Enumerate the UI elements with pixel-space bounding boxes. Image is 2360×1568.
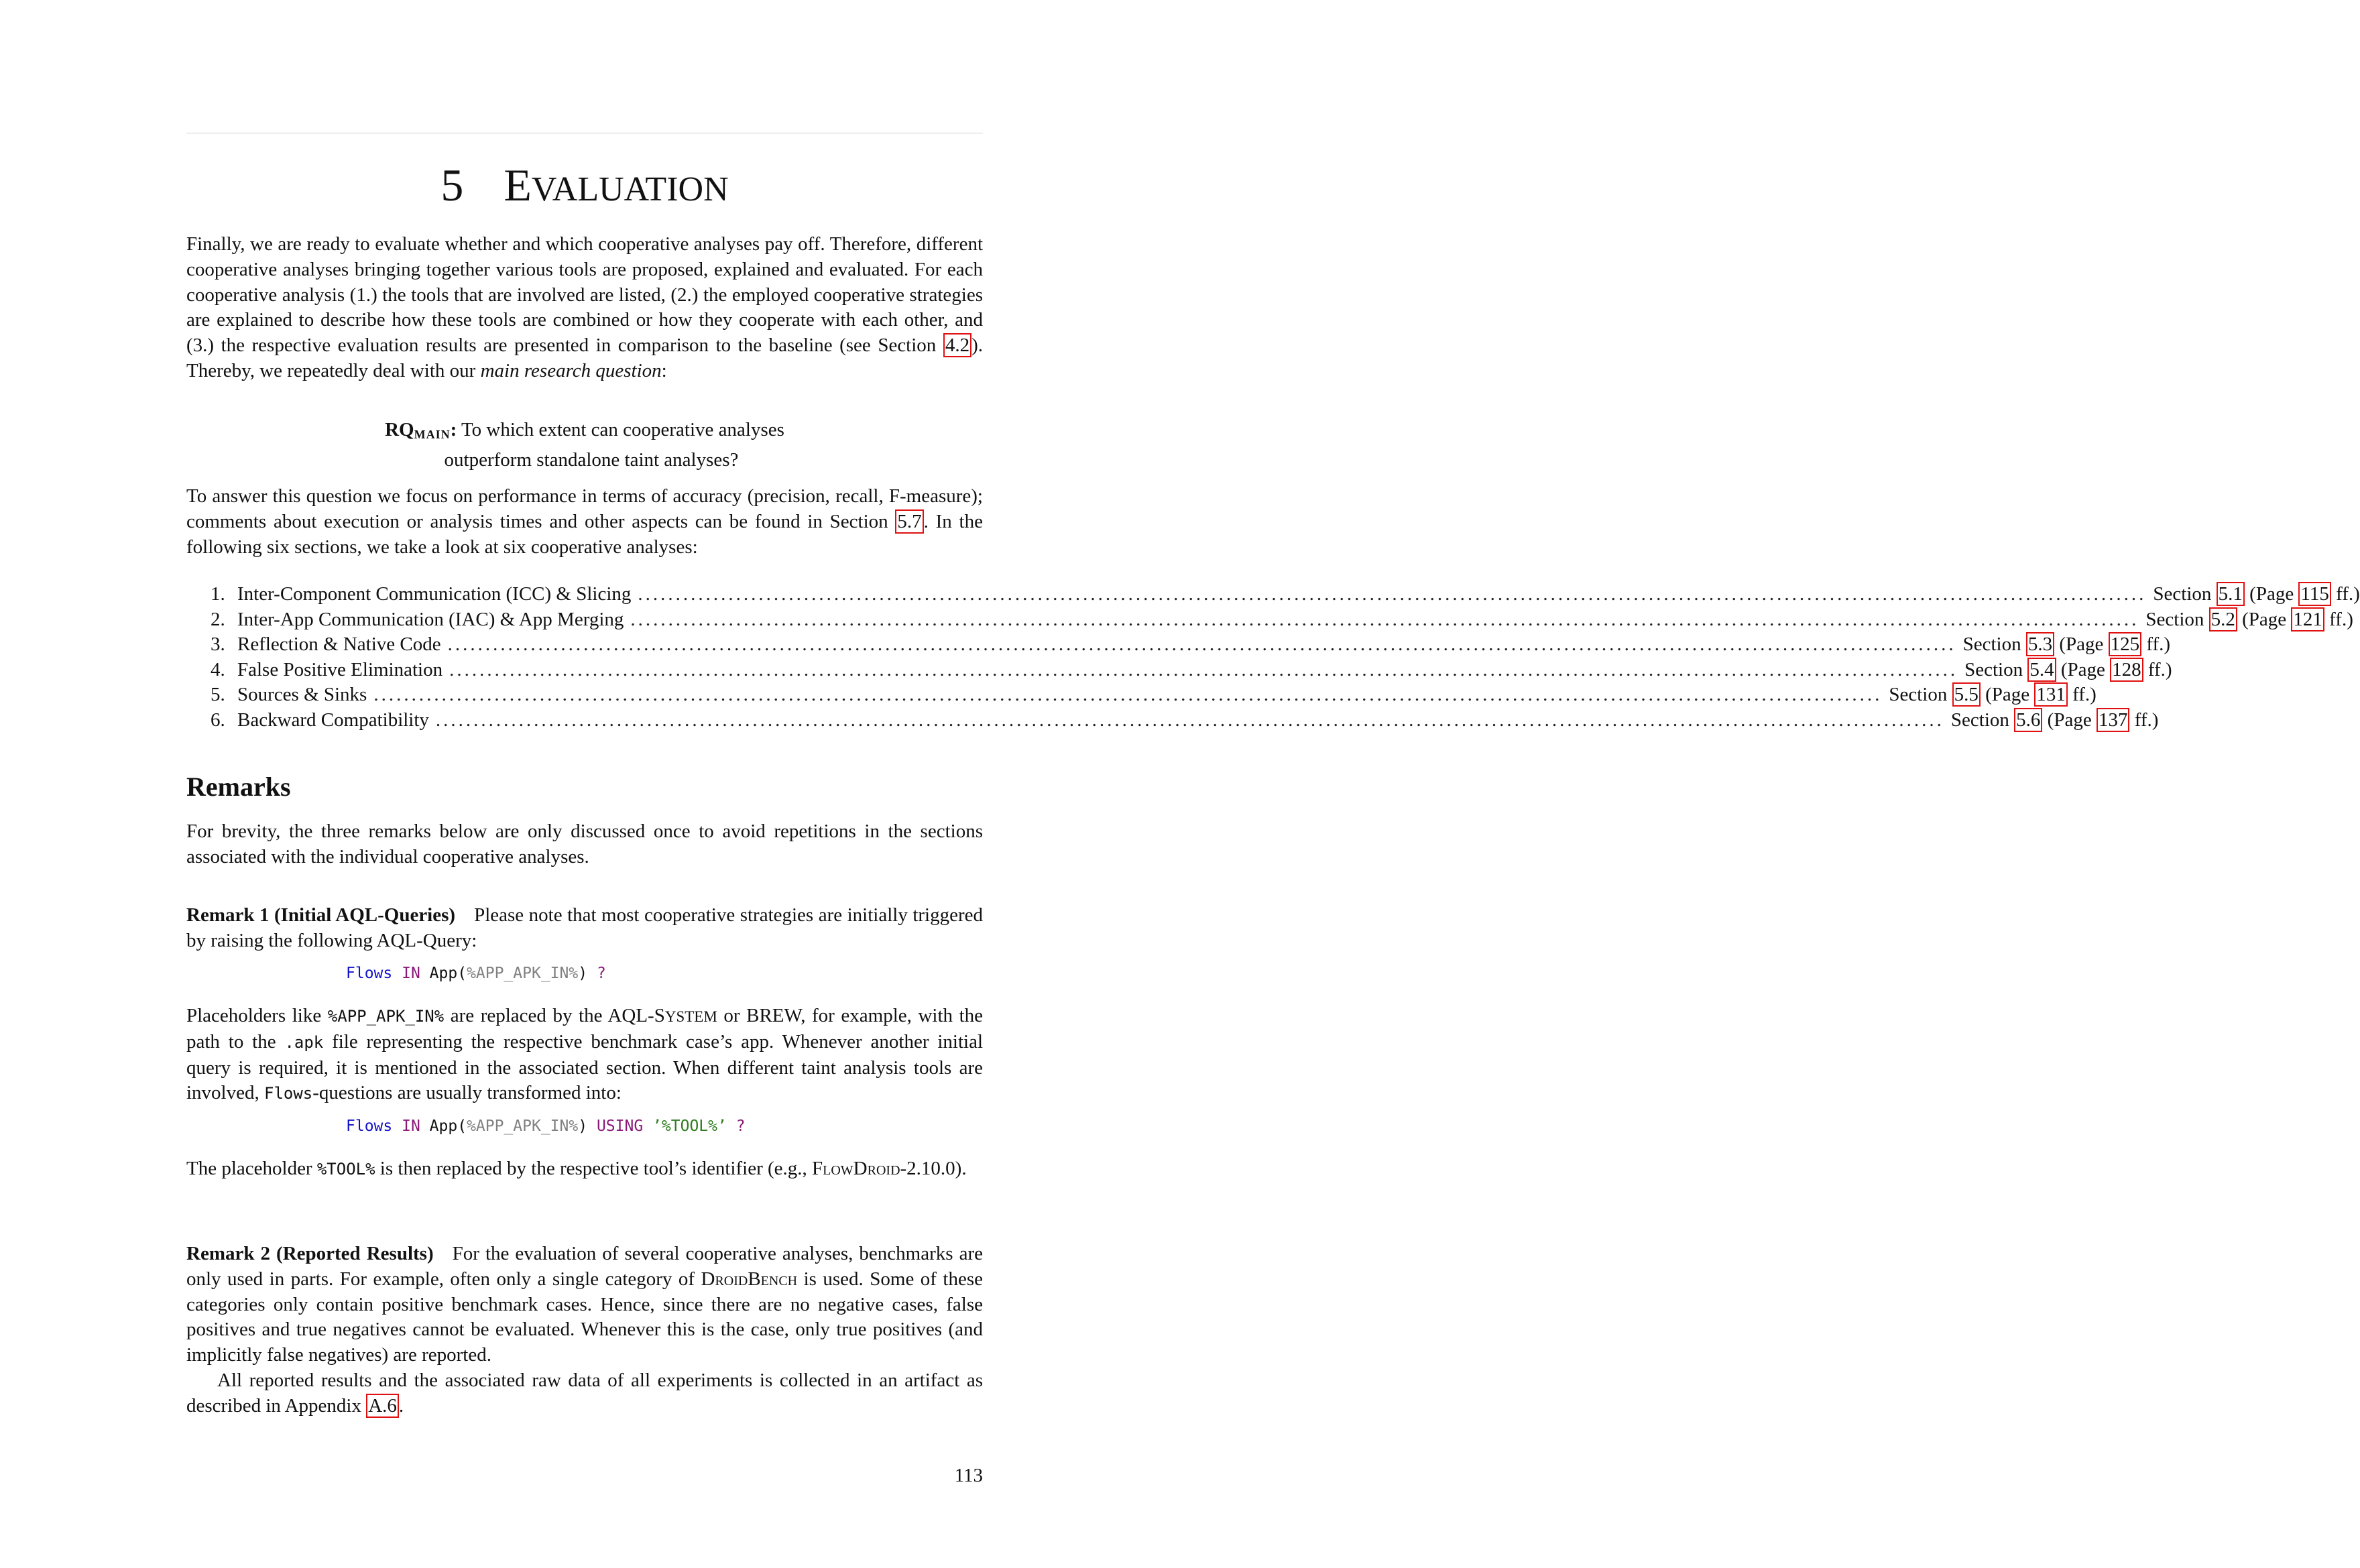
- code-query-2: Flows IN App(%APP_APK_IN%) USING ’%TOOL%’ ?: [346, 1118, 746, 1135]
- section-link[interactable]: 5.5: [1952, 682, 1981, 707]
- chapter-title: [186, 158, 983, 217]
- remark-2-title: Remark 2 (Reported Results): [186, 1243, 434, 1264]
- page-number: 113: [954, 1465, 983, 1486]
- remarks-heading: Remarks: [186, 772, 291, 802]
- appendix-link[interactable]: A.6: [366, 1394, 399, 1418]
- list-item-ref: Section 5.3 (Page 125 ff.): [1962, 634, 2171, 656]
- list-item-number: 3.: [211, 634, 225, 656]
- section-link[interactable]: 5.3: [2026, 632, 2054, 656]
- section-link[interactable]: 5.2: [2209, 607, 2237, 631]
- page-link[interactable]: 121: [2291, 607, 2324, 631]
- list-item-ref: Section 5.1 (Page 115 ff.): [2153, 583, 2360, 605]
- page-link[interactable]: 128: [2110, 658, 2143, 682]
- list-item-ref: Section 5.6 (Page 137 ff.): [1950, 709, 2159, 731]
- list-item: [211, 682, 2097, 708]
- placeholder-paragraph: Placeholders like %APP_APK_IN% are replaced by the AQL-SYSTEM or BREW, for example, with the path to the .apk file representing the respective benchmark case’s app. Whenever another initial query is required, it is mentioned in the associated section. When different taint analysis tools are involved, Flows-questions are usually transformed into:: [186, 1005, 984, 1104]
- page-link[interactable]: 115: [2298, 582, 2330, 606]
- section-link[interactable]: 5.4: [2027, 658, 2056, 682]
- rq-line-1: $RQ_{MAIN}$: To which extent can cooperative analyses: [385, 419, 784, 441]
- list-item-title: Backward Compatibility: [237, 709, 429, 731]
- remarks-intro: For brevity, the three remarks below are only discussed once to avoid repetitions in the sections associated with the individual cooperative analyses.: [186, 821, 983, 867]
- dot-leader: ........................................................................................................................................................................................................: [638, 583, 2147, 605]
- chapter-title-rest: VALUATION: [531, 170, 729, 208]
- list-item: [211, 582, 2360, 607]
- list-item-title: Inter-App Communication (IAC) & App Merging: [237, 608, 624, 630]
- dot-leader: ........................................................................................................................................................................................................: [449, 658, 1958, 680]
- tool-paragraph: The placeholder %TOOL% is then replaced by the respective tool’s identifier (e.g., FlowDroid-2.10.0).: [186, 1158, 967, 1179]
- dot-leader: ........................................................................................................................................................................................................: [447, 634, 1956, 656]
- dot-leader: ........................................................................................................................................................................................................: [630, 608, 2139, 630]
- page-link[interactable]: 125: [2109, 632, 2142, 656]
- list-item: [211, 632, 2171, 658]
- rq-line-2: outperform standalone taint analyses?: [444, 448, 739, 471]
- chapter-title-initial: E: [504, 160, 532, 210]
- section-link[interactable]: 5.1: [2217, 582, 2245, 606]
- list-item-title: Sources & Sinks: [237, 684, 367, 706]
- emphasis: main research question: [480, 359, 662, 381]
- section-link[interactable]: 5.7: [895, 509, 923, 534]
- list-item-number: 5.: [211, 684, 225, 706]
- section-link[interactable]: 5.6: [2014, 708, 2042, 732]
- remark-1-title: Remark 1 (Initial AQL-Queries): [186, 904, 456, 926]
- research-question: [186, 418, 983, 473]
- list-item: [211, 607, 2353, 633]
- intro-paragraph: Finally, we are ready to evaluate whether and which cooperative analyses pay off. Therefore, different cooperative analyses bringing together various tools are proposed, explained and evaluated. For each cooperative analysis (1.) the tools that are involved are listed, (2.) the employed cooperative strategies are explained to describe how these tools are combined or how they cooperate with each other, and (3.) the respective evaluation results are presented in comparison to the baseline (see Section 4.2 ). Thereby, we repeatedly deal with our main research question:: [186, 233, 983, 381]
- list-item-title: Inter-Component Communication (ICC) & Slicing: [237, 583, 632, 605]
- page-link[interactable]: 131: [2034, 682, 2068, 707]
- remark-1: Remark 1 (Initial AQL-Queries) Please note that most cooperative strategies are initially triggered by raising the following AQL-Query:: [186, 904, 983, 951]
- list-item-title: Reflection & Native Code: [237, 634, 441, 656]
- list-item: [211, 708, 2159, 733]
- list-item-ref: Section 5.4 (Page 128 ff.): [1964, 658, 2172, 680]
- remark-2: Remark 2 (Reported Results) For the evaluation of several cooperative analyses, benchmarks are only used in parts. For example, often only a single category of DroidBench is used. Some of these categories only contain positive benchmark cases. Hence, since there are no negative cases, false positives and true negatives cannot be evaluated. Whenever this is the case, only true positives (and implicitly false negatives) are reported. All reported results and the associated raw data of all experiments is collected in an artifact as described in Appendix A.6 .: [186, 1243, 983, 1416]
- list-item-number: 1.: [211, 583, 225, 605]
- code-query-1: Flows IN App(%APP_APK_IN%) ?: [346, 965, 606, 982]
- list-item-ref: Section 5.5 (Page 131 ff.): [1889, 684, 2097, 706]
- list-item: [211, 658, 2172, 683]
- chapter-number: 5: [440, 160, 464, 210]
- page-link[interactable]: 137: [2097, 708, 2130, 732]
- list-item-number: 6.: [211, 709, 225, 731]
- list-item-number: 4.: [211, 658, 225, 680]
- dot-leader: ........................................................................................................................................................................................................: [435, 709, 1944, 731]
- analyses-list: [211, 582, 2360, 733]
- answer-paragraph: To answer this question we focus on performance in terms of accuracy (precision, recall, F-measure); comments about execution or analysis times and other aspects can be found in Section 5.7 . In the following six sections, we take a look at six cooperative analyses:: [186, 485, 983, 558]
- dot-leader: ........................................................................................................................................................................................................: [373, 684, 1883, 706]
- list-item-title: False Positive Elimination: [237, 658, 443, 680]
- list-item-number: 2.: [211, 608, 225, 630]
- section-link[interactable]: 4.2: [943, 333, 971, 357]
- list-item-ref: Section 5.2 (Page 121 ff.): [2145, 608, 2353, 630]
